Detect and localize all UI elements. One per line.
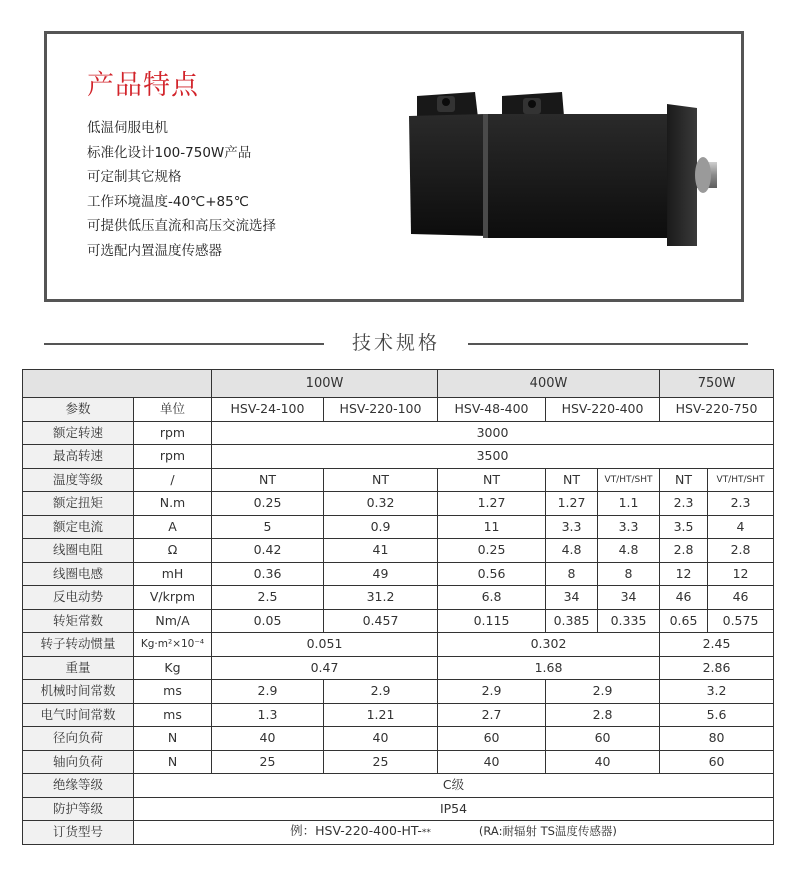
value-cell: 4.8 [546,539,598,563]
power-group-400w: 400W [438,370,660,398]
value-cell: 1.1 [598,492,660,516]
unit-cell: Kg·m²×10⁻⁴ [134,633,212,657]
row-label: 轴向负荷 [23,750,134,774]
unit-cell: rpm [134,445,212,469]
value-cell: 12 [660,562,708,586]
spec-table [22,369,774,845]
value-cell: 49 [324,562,438,586]
value-cell: NT [546,468,598,492]
row-label: 重量 [23,656,134,680]
value-cell: 0.457 [324,609,438,633]
value-cell: 0.25 [212,492,324,516]
unit-cell: N [134,727,212,751]
value-cell: 2.45 [660,633,774,657]
table-row [23,398,774,422]
unit-header: 单位 [134,398,212,422]
spec-heading [44,330,748,356]
value-cell: 60 [438,727,546,751]
value-cell: 4 [708,515,774,539]
row-label: 额定电流 [23,515,134,539]
value-cell: IP54 [134,797,774,821]
value-cell: NT [438,468,546,492]
param-header: 参数 [23,398,134,422]
row-label: 订货型号 [23,821,134,845]
value-cell: C级 [134,774,774,798]
table-row [23,821,774,845]
feature-item: 可选配内置温度传感器 [87,242,222,259]
value-cell: 25 [212,750,324,774]
unit-cell: / [134,468,212,492]
value-cell: NT [324,468,438,492]
value-cell: 40 [438,750,546,774]
value-cell: 0.36 [212,562,324,586]
value-cell: 2.86 [660,656,774,680]
row-label: 绝缘等级 [23,774,134,798]
table-row [23,421,774,445]
value-cell: 12 [708,562,774,586]
value-cell: 0.25 [438,539,546,563]
value-cell: 1.27 [438,492,546,516]
unit-cell: Nm/A [134,609,212,633]
value-cell: 2.9 [438,680,546,704]
table-row [23,727,774,751]
model-cell: HSV-220-100 [324,398,438,422]
table-row [23,515,774,539]
value-cell: 80 [660,727,774,751]
feature-item: 可定制其它规格 [87,169,182,186]
table-row [23,468,774,492]
model-cell: HSV-24-100 [212,398,324,422]
value-cell: 60 [660,750,774,774]
table-row [23,492,774,516]
table-row [23,703,774,727]
value-cell: 40 [324,727,438,751]
spec-title: 技术规格 [351,332,440,354]
table-row [23,774,774,798]
value-cell: 1.27 [546,492,598,516]
value-cell: 0.56 [438,562,546,586]
value-cell: 40 [546,750,660,774]
value-cell: 3.5 [660,515,708,539]
value-cell: 46 [660,586,708,610]
value-cell: 40 [212,727,324,751]
value-cell: 31.2 [324,586,438,610]
value-cell: 0.115 [438,609,546,633]
unit-cell: Ω [134,539,212,563]
value-cell: 3.3 [598,515,660,539]
power-group-100w: 100W [212,370,438,398]
value-cell: 3000 [212,421,774,445]
unit-cell: rpm [134,421,212,445]
order-code-example: 例：HSV-220-400-HT- [290,823,422,839]
value-cell: 0.385 [546,609,598,633]
unit-cell: A [134,515,212,539]
value-cell: 0.302 [438,633,660,657]
row-label: 额定扭矩 [23,492,134,516]
table-row [23,680,774,704]
row-label: 最高转速 [23,445,134,469]
features-panel [44,31,744,302]
value-cell: 3.3 [546,515,598,539]
header-corner [23,370,212,398]
value-cell: 3500 [212,445,774,469]
value-cell: 2.8 [660,539,708,563]
table-row [23,586,774,610]
feature-item: 工作环境温度-40℃+85℃ [87,193,249,210]
table-row [23,445,774,469]
value-cell: 34 [546,586,598,610]
row-label: 反电动势 [23,586,134,610]
order-code-note: (RA:耐辐射 TS温度传感器) [478,824,617,839]
value-cell: 2.3 [660,492,708,516]
value-cell: 1.68 [438,656,660,680]
value-cell: 0.42 [212,539,324,563]
table-row [23,562,774,586]
value-cell: 41 [324,539,438,563]
value-cell: 60 [546,727,660,751]
model-cell: HSV-220-750 [660,398,774,422]
value-cell: 34 [598,586,660,610]
table-row [23,797,774,821]
value-cell: 0.051 [212,633,438,657]
row-label: 额定转速 [23,421,134,445]
value-cell: 46 [708,586,774,610]
row-label: 转子转动惯量 [23,633,134,657]
value-cell: 1.3 [212,703,324,727]
value-cell: 0.575 [708,609,774,633]
value-cell: 0.9 [324,515,438,539]
value-cell: VT/HT/SHT [708,468,774,492]
value-cell: 1.21 [324,703,438,727]
value-cell: 2.8 [546,703,660,727]
value-cell: 2.7 [438,703,546,727]
value-cell: 2.9 [546,680,660,704]
value-cell: VT/HT/SHT [598,468,660,492]
row-label: 径向负荷 [23,727,134,751]
unit-cell: mH [134,562,212,586]
servo-motor-image [367,86,717,246]
model-cell: HSV-220-400 [546,398,660,422]
value-cell: 2.9 [212,680,324,704]
value-cell: 11 [438,515,546,539]
model-cell: HSV-48-400 [438,398,546,422]
table-row [23,633,774,657]
unit-cell: ms [134,703,212,727]
row-label: 线圈电阻 [23,539,134,563]
feature-item: 标准化设计100-750W产品 [87,144,252,161]
feature-item: 可提供低压直流和高压交流选择 [87,218,276,235]
table-row [23,750,774,774]
value-cell: 0.47 [212,656,438,680]
unit-cell: Kg [134,656,212,680]
row-label: 线圈电感 [23,562,134,586]
value-cell: 25 [324,750,438,774]
unit-cell: V/krpm [134,586,212,610]
order-code-cell [134,821,774,845]
value-cell: 3.2 [660,680,774,704]
unit-cell: ms [134,680,212,704]
table-row [23,539,774,563]
feature-item: 低温伺服电机 [87,120,168,136]
value-cell: 2.8 [708,539,774,563]
order-code-stars: ** [421,828,431,839]
value-cell: 5.6 [660,703,774,727]
value-cell: NT [212,468,324,492]
value-cell: 4.8 [598,539,660,563]
row-label: 转矩常数 [23,609,134,633]
row-label: 温度等级 [23,468,134,492]
value-cell: 5 [212,515,324,539]
value-cell: 0.05 [212,609,324,633]
value-cell: NT [660,468,708,492]
value-cell: 0.65 [660,609,708,633]
divider-right [468,343,748,345]
value-cell: 8 [546,562,598,586]
value-cell: 0.32 [324,492,438,516]
value-cell: 8 [598,562,660,586]
row-label: 电气时间常数 [23,703,134,727]
value-cell: 2.5 [212,586,324,610]
value-cell: 0.335 [598,609,660,633]
table-row [23,609,774,633]
features-list [87,116,276,264]
value-cell: 6.8 [438,586,546,610]
unit-cell: N [134,750,212,774]
unit-cell: N.m [134,492,212,516]
power-group-750w: 750W [660,370,774,398]
row-label: 防护等级 [23,797,134,821]
value-cell: 2.3 [708,492,774,516]
table-row [23,370,774,398]
row-label: 机械时间常数 [23,680,134,704]
table-row [23,656,774,680]
value-cell: 2.9 [324,680,438,704]
features-title: 产品特点 [87,70,199,101]
